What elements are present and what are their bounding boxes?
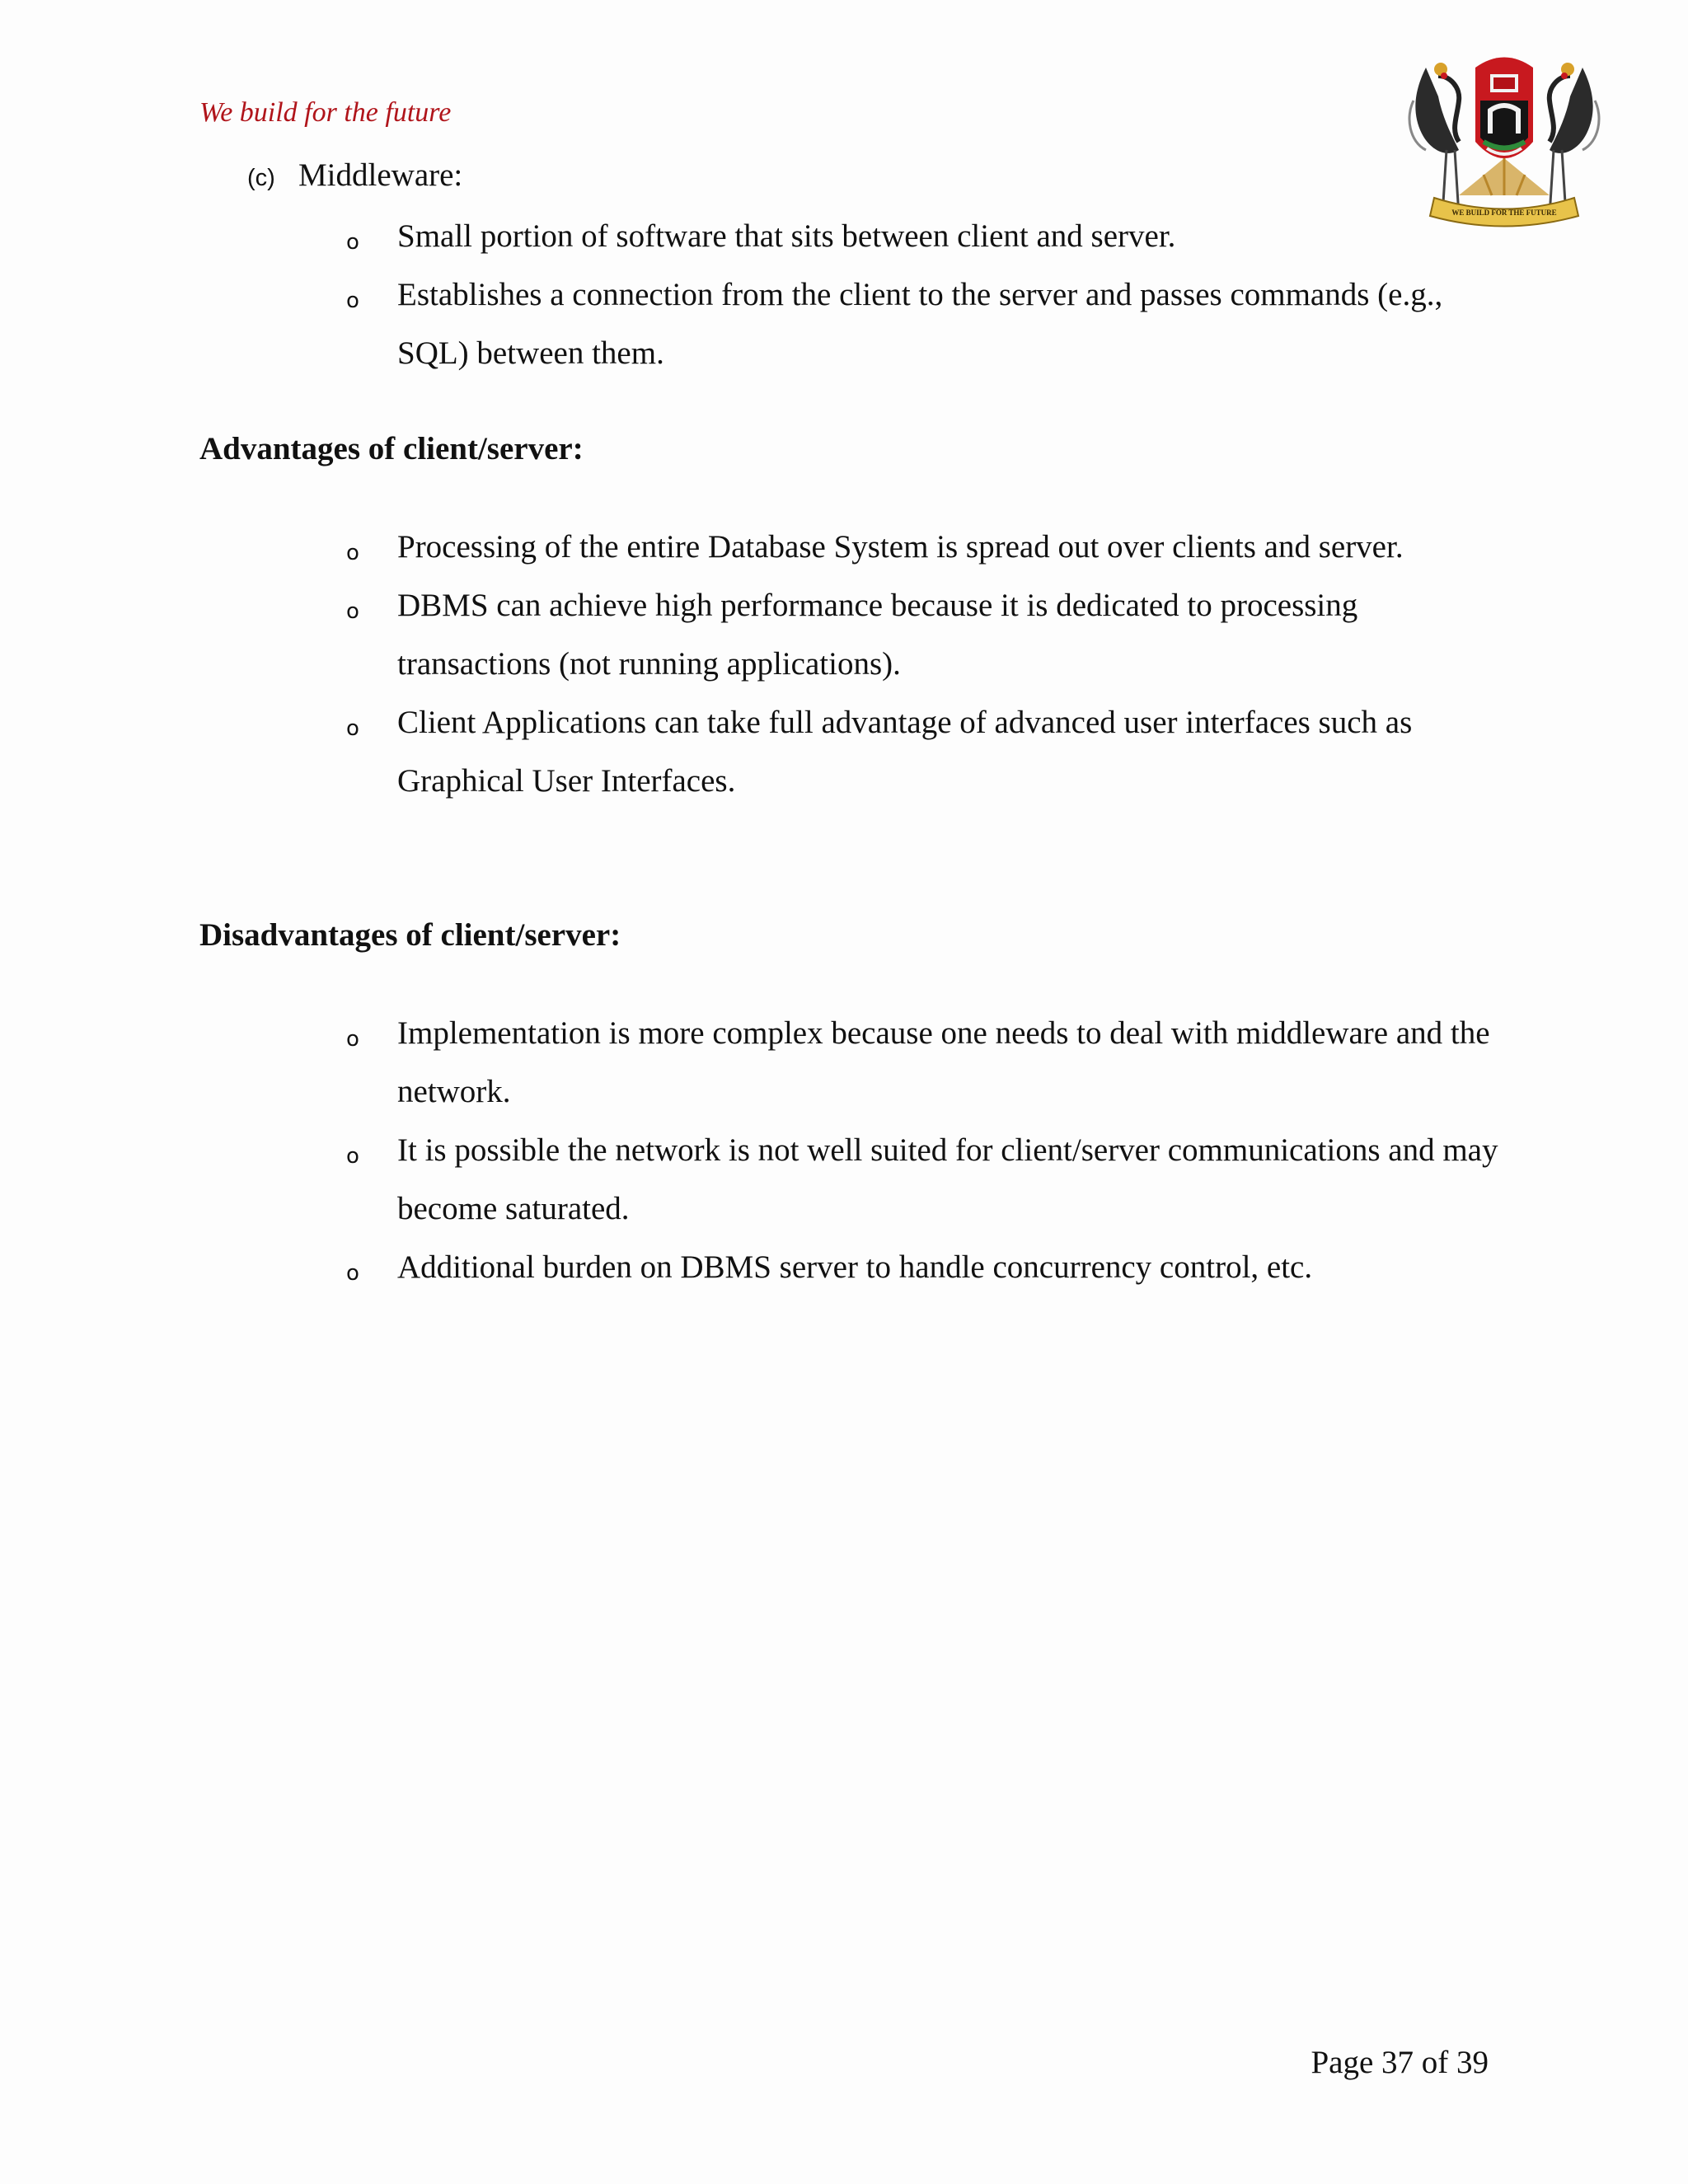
page-number: Page 37 of 39: [1311, 2045, 1489, 2080]
list-item: [0, 265, 1502, 382]
bullet-icon: o: [346, 230, 359, 255]
list-item: [0, 1121, 1502, 1238]
bullet-text: Client Applications can take full advantage of advanced user interfaces such as Graphical User Interfaces.: [397, 705, 1413, 799]
disadvantages-bullet-list: [0, 1004, 1502, 1296]
bullet-icon: o: [346, 599, 359, 624]
shield-icon: [1475, 58, 1533, 159]
bullet-text: It is possible the network is not well suited for client/server communications and may become saturated.: [397, 1132, 1498, 1226]
middleware-item: [247, 157, 462, 194]
bullet-icon: o: [346, 1027, 359, 1052]
middleware-bullet-list: [0, 207, 1502, 382]
sun-mountain-icon: [1459, 158, 1550, 195]
bullet-icon: o: [346, 716, 359, 741]
bullet-text: Additional burden on DBMS server to handle concurrency control, etc.: [397, 1249, 1313, 1285]
bullet-text: Implementation is more complex because one needs to deal with middleware and the network.: [397, 1015, 1490, 1109]
middleware-label: Middleware:: [298, 157, 463, 193]
bullet-icon: o: [346, 1144, 359, 1169]
bullet-icon: o: [346, 541, 359, 565]
right-crane-icon: [1550, 63, 1599, 216]
bullet-text: DBMS can achieve high performance because it is dedicated to processing transactions (not running applications).: [397, 588, 1358, 682]
advantages-heading: Advantages of client/server:: [199, 431, 584, 466]
item-marker: (c): [247, 165, 275, 191]
header-tagline: We build for the future: [199, 97, 452, 128]
bullet-icon: o: [346, 288, 359, 313]
advantages-bullet-list: [0, 518, 1502, 810]
list-item: [0, 576, 1502, 693]
university-crest-logo: [1401, 51, 1607, 232]
list-item: [0, 693, 1502, 810]
list-item: [0, 1238, 1502, 1296]
disadvantages-heading: Disadvantages of client/server:: [199, 917, 621, 953]
list-item: [0, 518, 1502, 576]
list-item: [0, 1004, 1502, 1121]
bullet-text: Processing of the entire Database System is spread out over clients and server.: [397, 529, 1404, 565]
bullet-text: Small portion of software that sits between client and server.: [397, 218, 1176, 254]
bullet-text: Establishes a connection from the client to the server and passes commands (e.g., SQL) between them.: [397, 277, 1443, 371]
banner-motto-text: WE BUILD FOR THE FUTURE: [1451, 209, 1557, 217]
bullet-icon: o: [346, 1261, 359, 1286]
list-item: [0, 207, 1502, 265]
left-crane-icon: [1409, 63, 1459, 216]
